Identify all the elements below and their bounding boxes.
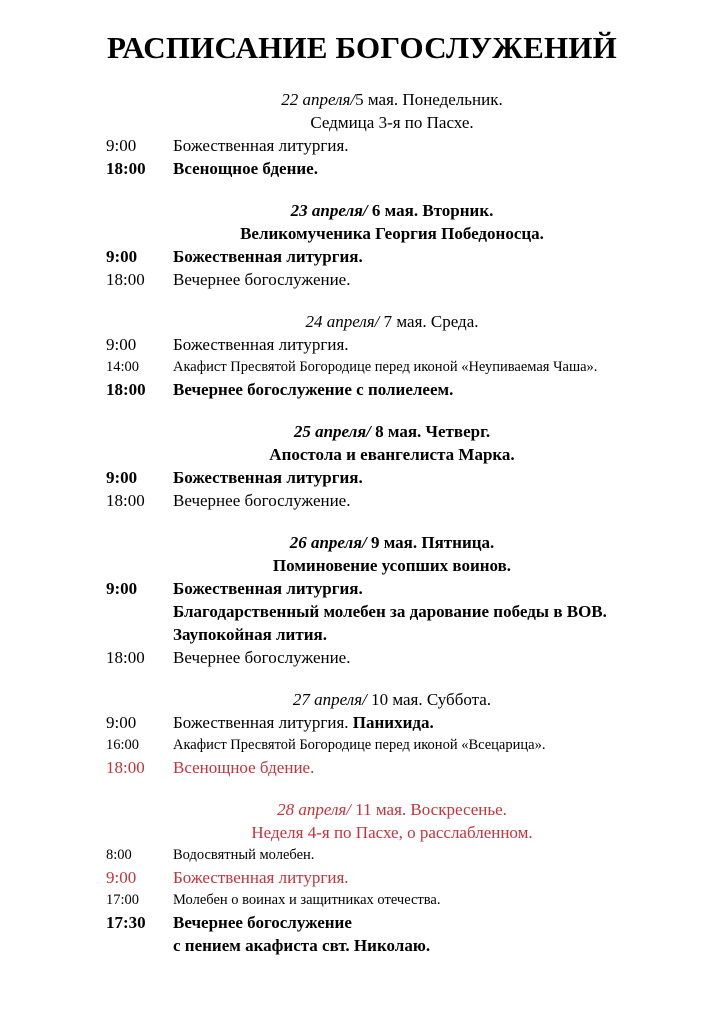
service-name: Вечернее богослужение. xyxy=(173,648,351,667)
day-header xyxy=(106,88,678,111)
service-name: Водосвятный молебен. xyxy=(173,847,315,863)
day-header xyxy=(106,688,678,711)
day-header xyxy=(106,798,678,821)
service-name: Божественная литургия. xyxy=(173,247,363,266)
service-row xyxy=(106,157,706,180)
service-text xyxy=(173,577,706,600)
service-time: 9:00 xyxy=(106,713,137,732)
date-old: 22 апреля/ xyxy=(281,90,356,109)
service-name: Божественная литургия. xyxy=(173,468,363,487)
schedule xyxy=(106,88,706,976)
day-section xyxy=(106,688,706,779)
service-row xyxy=(106,489,706,512)
service-text xyxy=(173,866,706,889)
day-section xyxy=(106,420,706,512)
day-section xyxy=(106,531,706,669)
day-section xyxy=(106,88,706,180)
service-text xyxy=(173,245,706,268)
date-new: 11 мая. Воскресенье. xyxy=(351,800,507,819)
day-header xyxy=(106,199,678,222)
day-subtitle: Поминовение усопших воинов. xyxy=(272,556,512,575)
day-header xyxy=(106,420,678,443)
service-row xyxy=(106,911,706,934)
service-time: 17:00 xyxy=(106,892,140,908)
date-new: 5 мая. Понедельник. xyxy=(355,90,503,109)
date-new: 6 мая. Вторник. xyxy=(367,201,494,220)
service-name: Божественная литургия. xyxy=(173,335,349,354)
service-text xyxy=(173,889,706,911)
service-row xyxy=(106,934,706,957)
service-name: Молебен о воинах и защитниках отечества. xyxy=(173,892,441,908)
day-subtitle: Апостола и евангелиста Марка. xyxy=(269,445,515,464)
page-title: РАСПИСАНИЕ БОГОСЛУЖЕНИЙ xyxy=(107,30,617,65)
service-text xyxy=(173,623,706,646)
service-name: Акафист Пресвятой Богородице перед иконой «Всецарица». xyxy=(173,737,546,753)
service-time: 17:30 xyxy=(106,913,146,932)
service-row xyxy=(106,356,706,378)
day-section xyxy=(106,310,706,401)
service-row xyxy=(106,333,706,356)
service-time: 9:00 xyxy=(106,868,137,887)
service-text xyxy=(173,157,706,180)
service-row xyxy=(106,711,706,734)
date-new: 9 мая. Пятница. xyxy=(366,533,495,552)
service-time: 18:00 xyxy=(106,159,146,178)
date-new: 10 мая. Суббота. xyxy=(366,690,492,709)
service-time: 9:00 xyxy=(106,247,138,266)
service-text xyxy=(173,356,706,378)
service-row xyxy=(106,866,706,889)
service-name: Вечернее богослужение. xyxy=(173,491,351,510)
service-time: 14:00 xyxy=(106,359,140,375)
service-name: Божественная литургия. xyxy=(173,713,353,732)
service-text xyxy=(173,756,706,779)
service-name: Вечернее богослужение с полиелеем. xyxy=(173,380,454,399)
service-name: Вечернее богослужение xyxy=(173,913,352,932)
date-old: 25 апреля/ xyxy=(293,422,371,441)
service-name: Всенощное бдение. xyxy=(173,159,318,178)
service-time xyxy=(106,600,173,623)
day-subtitle: Седмица 3-я по Пасхе. xyxy=(310,113,474,132)
service-row xyxy=(106,734,706,756)
service-time xyxy=(106,623,173,646)
service-text xyxy=(173,333,706,356)
service-text xyxy=(173,734,706,756)
service-text xyxy=(173,600,706,623)
day-subtitle: Великомученика Георгия Победоносца. xyxy=(240,224,544,243)
service-time xyxy=(106,934,173,957)
day-section xyxy=(106,798,706,957)
service-name: Всенощное бдение. xyxy=(173,758,315,777)
service-text xyxy=(173,489,706,512)
service-time: 9:00 xyxy=(106,136,137,155)
service-row xyxy=(106,646,706,669)
service-row xyxy=(106,577,706,600)
service-text xyxy=(173,378,706,401)
day-section xyxy=(106,199,706,291)
service-name: Акафист Пресвятой Богородице перед иконой «Неупиваемая Чаша». xyxy=(173,359,598,375)
date-old: 26 апреля/ xyxy=(289,533,367,552)
service-name: Божественная литургия. xyxy=(173,136,349,155)
service-time: 8:00 xyxy=(106,847,132,863)
service-row xyxy=(106,378,706,401)
service-time: 18:00 xyxy=(106,648,145,667)
service-row xyxy=(106,134,706,157)
service-row xyxy=(106,466,706,489)
service-time: 9:00 xyxy=(106,335,137,354)
service-time: 18:00 xyxy=(106,491,145,510)
service-time: 18:00 xyxy=(106,380,146,399)
service-row xyxy=(106,623,706,646)
service-name: Заупокойная лития. xyxy=(173,625,327,644)
date-new: 7 мая. Среда. xyxy=(379,312,479,331)
day-header xyxy=(106,310,678,333)
service-row xyxy=(106,600,706,623)
date-old: 24 апреля/ xyxy=(305,312,380,331)
date-old: 28 апреля/ xyxy=(277,800,352,819)
service-time: 16:00 xyxy=(106,737,140,753)
service-text xyxy=(173,711,706,734)
service-time: 9:00 xyxy=(106,468,138,487)
day-subtitle: Неделя 4-я по Пасхе, о расслабленном. xyxy=(251,823,533,842)
service-name: Благодарственный молебен за дарование победы в ВОВ. xyxy=(173,602,607,621)
service-text xyxy=(173,646,706,669)
service-row xyxy=(106,245,706,268)
service-name: Вечернее богослужение. xyxy=(173,270,351,289)
service-text xyxy=(173,844,706,866)
service-row xyxy=(106,756,706,779)
service-time: 18:00 xyxy=(106,270,145,289)
service-row xyxy=(106,268,706,291)
service-name: Божественная литургия. xyxy=(173,868,349,887)
service-text xyxy=(173,934,706,957)
day-header xyxy=(106,531,678,554)
service-time: 9:00 xyxy=(106,579,138,598)
service-extra: Панихида. xyxy=(352,713,434,732)
date-old: 27 апреля/ xyxy=(292,690,367,709)
service-text xyxy=(173,466,706,489)
service-row xyxy=(106,844,706,866)
service-name: с пением акафиста свт. Николаю. xyxy=(173,936,431,955)
date-new: 8 мая. Четверг. xyxy=(370,422,491,441)
date-old: 23 апреля/ xyxy=(290,201,368,220)
service-text xyxy=(173,134,706,157)
service-time: 18:00 xyxy=(106,758,145,777)
service-text xyxy=(173,911,706,934)
service-name: Божественная литургия. xyxy=(173,579,363,598)
service-text xyxy=(173,268,706,291)
service-row xyxy=(106,889,706,911)
